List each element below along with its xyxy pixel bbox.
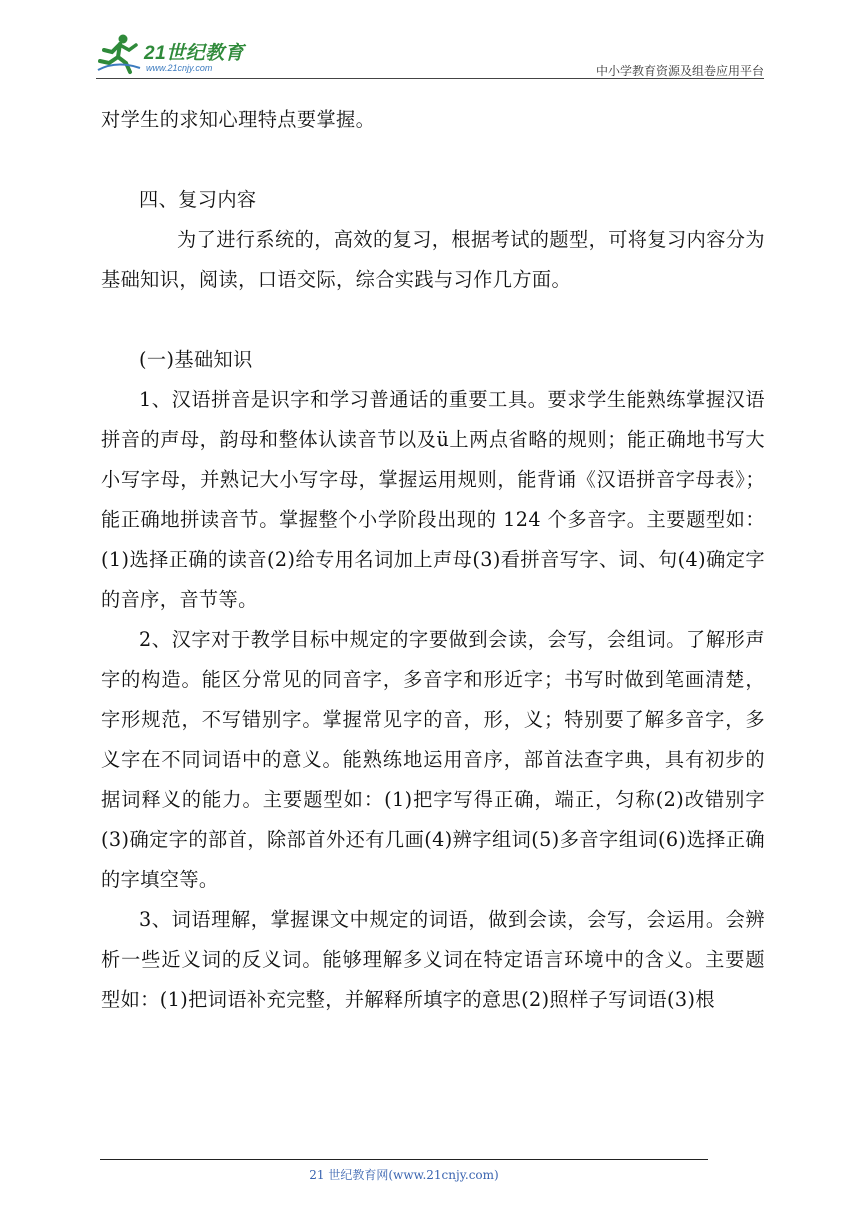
spacer	[101, 300, 765, 340]
site-logo[interactable]	[96, 30, 266, 76]
logo-url: www.21cnjy.com	[146, 63, 213, 73]
item-pinyin-paragraph: 1、汉语拼音是识字和学习普通话的重要工具。要求学生能熟练掌握汉语拼音的声母，韵母和整体认读音节以及ü上两点省略的规则；能正确地书写大小写字母，并熟记大小写字母，掌握运用规则，能背诵《汉语拼音字母表》；能正确地拼读音节。掌握整个小学阶段出现的 124 个多音字。主要题型如：(1)选择正确的读音(2)给专用名词加上声母(3)看拼音写字、词、句(4)确定字的音序，音节等。	[101, 388, 765, 611]
spacer	[101, 140, 765, 180]
section-intro-paragraph: 为了进行系统的，高效的复习，根据考试的题型，可将复习内容分为基础知识，阅读，口语交际，综合实践与习作几方面。	[101, 228, 765, 291]
platform-tagline: 中小学教育资源及组卷应用平台	[595, 64, 764, 78]
subsection-heading: (一)基础知识	[139, 348, 253, 371]
item-hanzi-paragraph: 2、汉字对于教学目标中规定的字要做到会读，会写，会组词。了解形声字的构造。能区分常见的同音字，多音字和形近字；书写时做到笔画清楚，字形规范，不写错别字。掌握常见字的音，形，义；特别要了解多音字，多义字在不同词语中的意义。能熟练地运用音序，部首法查字典，具有初步的据词释义的能力。主要题型如：(1)把字写得正确，端正，匀称(2)改错别字(3)确定字的部首，除部首外还有几画(4)辨字组词(5)多音字组词(6)选择正确的字填空等。	[101, 628, 765, 891]
item-vocabulary-paragraph: 3、词语理解，掌握课文中规定的词语，做到会读，会写，会运用。会辨析一些近义词的反义词。能够理解多义词在特定语言环境中的含义。主要题型如：(1)把词语补充完整，并解释所填字的意思(2)照样子写词语(3)根	[101, 908, 765, 1011]
header-divider	[96, 78, 764, 79]
runner-logo-icon	[96, 30, 142, 76]
logo-text: 21世纪教育	[144, 43, 245, 64]
document-body	[101, 100, 765, 1020]
section-heading: 四、复习内容	[139, 188, 257, 211]
page-header	[96, 30, 764, 78]
footer-link[interactable]: 21 世纪教育网(www.21cnjy.com)	[309, 1168, 499, 1182]
paragraph-continuation: 对学生的求知心理特点要掌握。	[101, 108, 376, 131]
footer-divider	[100, 1159, 708, 1160]
